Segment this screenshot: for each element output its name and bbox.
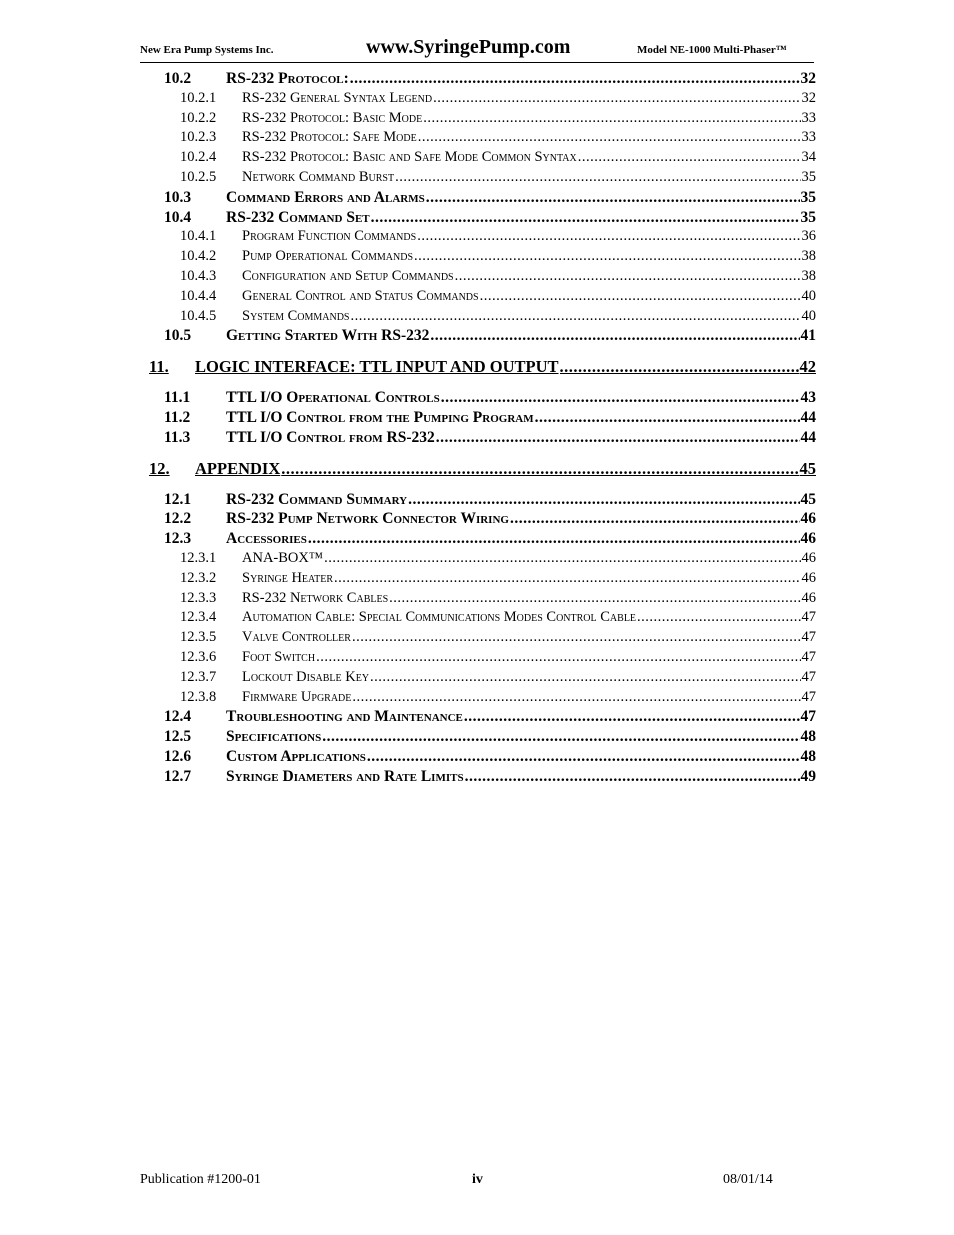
toc-entry-number: 12.7	[164, 767, 192, 785]
toc-entry-number: 11.3	[164, 428, 191, 446]
toc-entry-number: 10.4.1	[180, 228, 217, 245]
toc-entry-page: 47	[801, 609, 816, 626]
toc-gap	[140, 480, 816, 490]
toc-entry-title: RS-232 Network Cables	[242, 589, 389, 606]
toc-entry-page: 46	[800, 510, 816, 528]
toc-entry-title: ANA-BOX™	[242, 549, 324, 566]
toc-leader-dots	[352, 688, 800, 708]
toc-entry-page: 49	[800, 767, 816, 785]
toc-entry-title: Foot Switch	[242, 648, 316, 665]
toc-entry-page: 33	[801, 129, 816, 146]
toc-entry-page: 32	[800, 70, 816, 87]
toc-leader-dots	[455, 267, 801, 287]
toc-entry-page: 47	[801, 668, 816, 685]
toc-entry-page: 42	[799, 357, 816, 377]
toc-leader-dots	[418, 128, 801, 148]
toc-leader-dots	[389, 589, 800, 609]
toc-entry-title: Network Command Burst	[242, 168, 395, 185]
toc-entry-page: 44	[800, 428, 816, 446]
toc-entry-page: 48	[800, 747, 816, 765]
toc-leader-dots	[433, 89, 800, 109]
header-website: www.SyringePump.com	[366, 36, 571, 58]
toc-entry-number: 10.2.2	[180, 109, 217, 126]
toc-leader-dots	[510, 509, 800, 529]
toc-entry-title: Automation Cable: Special Communications Modes Control Cable	[242, 609, 637, 626]
toc-entry-number: 12.3.3	[180, 589, 217, 606]
toc-leader-dots	[350, 307, 800, 327]
toc-entry-title: Syringe Heater	[242, 569, 334, 586]
toc-leader-dots	[281, 458, 798, 480]
toc-leader-dots	[464, 707, 800, 727]
toc-entry-title: TTL I/O Control from the Pumping Program	[226, 408, 534, 426]
toc-gap	[140, 448, 816, 458]
toc-entry-page: 45	[799, 458, 816, 478]
toc-entry-number: 12.	[149, 458, 170, 478]
toc-entry-number: 10.2	[164, 70, 192, 87]
toc-entry[interactable]	[140, 707, 816, 727]
toc-entry-page: 47	[801, 629, 816, 646]
toc-entry-number: 11.1	[164, 389, 191, 407]
header-rule	[140, 62, 814, 63]
toc-entry[interactable]	[140, 428, 816, 448]
toc-entry-title: TTL I/O Control from RS-232	[226, 428, 435, 446]
toc-entry[interactable]	[140, 356, 816, 378]
toc-entry[interactable]	[140, 89, 816, 109]
footer-date: 08/01/14	[723, 1172, 773, 1187]
toc-entry-number: 11.2	[164, 408, 191, 426]
toc-leader-dots	[308, 529, 800, 549]
toc-entry[interactable]	[140, 128, 816, 148]
toc-entry[interactable]	[140, 208, 816, 228]
toc-entry-number: 10.4.5	[180, 307, 217, 324]
toc-leader-dots	[367, 747, 800, 767]
toc-entry-number: 12.3.5	[180, 629, 217, 646]
toc-leader-dots	[395, 168, 800, 188]
toc-entry-page: 46	[800, 530, 816, 548]
toc-entry-page: 48	[800, 728, 816, 746]
toc-entry-number: 10.3	[164, 188, 192, 206]
toc-leader-dots	[322, 727, 799, 747]
toc-entry-number: 10.4.4	[180, 287, 217, 304]
table-of-contents	[140, 69, 816, 787]
toc-entry[interactable]	[140, 648, 816, 668]
toc-entry[interactable]	[140, 388, 816, 408]
toc-leader-dots	[426, 188, 800, 208]
toc-entry-number: 12.4	[164, 708, 192, 726]
toc-leader-dots	[430, 326, 799, 346]
toc-entry-title: Troubleshooting and Maintenance	[226, 708, 463, 726]
toc-leader-dots	[535, 408, 800, 428]
toc-entry-title: Program Function Commands	[242, 228, 417, 245]
toc-entry-page: 36	[801, 228, 816, 245]
toc-entry-title: General Control and Status Commands	[242, 287, 479, 304]
toc-leader-dots	[423, 109, 800, 129]
toc-entry-number: 12.1	[164, 490, 192, 508]
toc-leader-dots	[352, 628, 801, 648]
toc-entry-title: RS-232 General Syntax Legend	[242, 89, 433, 106]
toc-entry-number: 12.3.7	[180, 668, 217, 685]
toc-leader-dots	[480, 287, 801, 307]
toc-leader-dots	[465, 767, 800, 787]
toc-entry-number: 12.3	[164, 530, 192, 548]
toc-entry-title: TTL I/O Operational Controls	[226, 389, 440, 407]
toc-entry[interactable]	[140, 608, 816, 628]
toc-leader-dots	[371, 208, 800, 228]
toc-entry-page: 46	[801, 549, 816, 566]
header-model: Model NE-1000 Multi-Phaser™	[637, 44, 787, 56]
toc-entry-number: 12.3.6	[180, 648, 217, 665]
toc-entry-page: 34	[801, 149, 816, 166]
toc-entry[interactable]	[140, 668, 816, 688]
toc-entry-title: RS-232 Protocol: Basic and Safe Mode Common Syntax	[242, 149, 577, 166]
toc-entry-title: Pump Operational Commands	[242, 248, 414, 265]
toc-entry-title: APPENDIX	[195, 458, 281, 478]
toc-leader-dots	[408, 490, 799, 510]
toc-entry-title: Accessories	[226, 530, 307, 548]
toc-entry-title: Specifications	[226, 728, 322, 746]
toc-entry[interactable]	[140, 509, 816, 529]
toc-entry-title: RS-232 Command Summary	[226, 490, 408, 508]
toc-entry-page: 47	[800, 708, 816, 726]
toc-gap	[140, 378, 816, 388]
toc-entry[interactable]	[140, 747, 816, 767]
toc-entry-page: 47	[801, 688, 816, 705]
toc-leader-dots	[414, 247, 800, 267]
toc-entry-page: 46	[801, 589, 816, 606]
toc-gap	[140, 346, 816, 356]
toc-entry[interactable]	[140, 727, 816, 747]
toc-entry-page: 33	[801, 109, 816, 126]
toc-leader-dots	[417, 227, 800, 247]
toc-leader-dots	[578, 148, 801, 168]
header-company: New Era Pump Systems Inc.	[140, 44, 274, 56]
toc-entry[interactable]	[140, 408, 816, 428]
toc-entry[interactable]	[140, 227, 816, 247]
toc-entry-number: 12.3.2	[180, 569, 217, 586]
toc-entry[interactable]	[140, 326, 816, 346]
toc-entry-page: 35	[800, 188, 816, 206]
toc-entry[interactable]	[140, 688, 816, 708]
toc-entry-number: 10.2.1	[180, 89, 217, 106]
toc-entry-title: RS-232 Command Set	[226, 208, 370, 226]
toc-entry-title: LOGIC INTERFACE: TTL INPUT AND OUTPUT	[195, 357, 559, 377]
toc-entry[interactable]	[140, 589, 816, 609]
toc-entry-title: Lockout Disable Key	[242, 668, 370, 685]
toc-entry-page: 32	[801, 89, 816, 106]
toc-entry[interactable]	[140, 307, 816, 327]
toc-entry[interactable]	[140, 188, 816, 208]
toc-entry-page: 35	[800, 208, 816, 226]
toc-entry-page: 43	[800, 389, 816, 407]
toc-entry-page: 47	[801, 648, 816, 665]
toc-entry-title: RS-232 Protocol: Basic Mode	[242, 109, 423, 126]
toc-entry-page: 38	[801, 267, 816, 284]
toc-entry-title: Getting Started With RS-232	[226, 327, 430, 345]
toc-entry-title: Firmware Upgrade	[242, 688, 352, 705]
toc-entry-page: 46	[801, 569, 816, 586]
toc-entry-title: Command Errors and Alarms	[226, 188, 425, 206]
toc-leader-dots	[350, 69, 800, 89]
toc-entry[interactable]	[140, 148, 816, 168]
toc-entry-number: 10.2.3	[180, 129, 217, 146]
toc-entry-title: Syringe Diameters and Rate Limits	[226, 767, 464, 785]
toc-entry-title: Custom Applications	[226, 747, 366, 765]
toc-entry-number: 10.2.5	[180, 168, 217, 185]
toc-entry-page: 41	[800, 327, 816, 345]
toc-leader-dots	[560, 356, 799, 378]
toc-entry-number: 12.3.1	[180, 549, 217, 566]
toc-entry-title: System Commands	[242, 307, 350, 324]
toc-entry[interactable]	[140, 247, 816, 267]
footer-publication: Publication #1200-01	[140, 1172, 261, 1187]
toc-entry-number: 12.6	[164, 747, 192, 765]
toc-leader-dots	[637, 608, 800, 628]
toc-entry-page: 40	[801, 307, 816, 324]
footer-page-number: iv	[472, 1172, 483, 1187]
toc-entry-page: 45	[800, 490, 816, 508]
toc-entry-page: 44	[800, 408, 816, 426]
toc-entry[interactable]	[140, 458, 816, 480]
toc-entry-title: Configuration and Setup Commands	[242, 267, 454, 284]
toc-entry-number: 11.	[149, 357, 169, 377]
toc-entry[interactable]	[140, 628, 816, 648]
toc-leader-dots	[334, 569, 800, 589]
toc-entry-number: 12.3.4	[180, 609, 217, 626]
toc-entry[interactable]	[140, 529, 816, 549]
toc-entry-title: RS-232 Protocol:	[226, 70, 349, 87]
toc-entry[interactable]	[140, 168, 816, 188]
toc-leader-dots	[436, 428, 800, 448]
toc-entry-number: 12.3.8	[180, 688, 217, 705]
toc-leader-dots	[370, 668, 800, 688]
toc-entry-title: Valve Controller	[242, 629, 351, 646]
toc-entry-page: 38	[801, 248, 816, 265]
toc-entry[interactable]	[140, 109, 816, 129]
toc-leader-dots	[441, 388, 800, 408]
toc-entry[interactable]	[140, 69, 816, 89]
toc-entry-number: 12.5	[164, 728, 192, 746]
toc-entry[interactable]	[140, 490, 816, 510]
toc-entry-number: 10.2.4	[180, 149, 217, 166]
toc-entry[interactable]	[140, 767, 816, 787]
toc-entry[interactable]	[140, 549, 816, 569]
toc-entry-title: RS-232 Protocol: Safe Mode	[242, 129, 417, 146]
toc-entry-number: 12.2	[164, 510, 192, 528]
toc-entry-page: 35	[801, 168, 816, 185]
toc-leader-dots	[324, 549, 800, 569]
toc-entry[interactable]	[140, 569, 816, 589]
toc-entry-number: 10.4.3	[180, 267, 217, 284]
toc-entry-number: 10.4	[164, 208, 192, 226]
toc-entry[interactable]	[140, 267, 816, 287]
toc-entry[interactable]	[140, 287, 816, 307]
toc-entry-title: RS-232 Pump Network Connector Wiring	[226, 510, 509, 528]
toc-leader-dots	[316, 648, 800, 668]
toc-entry-number: 10.5	[164, 327, 192, 345]
toc-entry-page: 40	[801, 287, 816, 304]
toc-entry-number: 10.4.2	[180, 248, 217, 265]
